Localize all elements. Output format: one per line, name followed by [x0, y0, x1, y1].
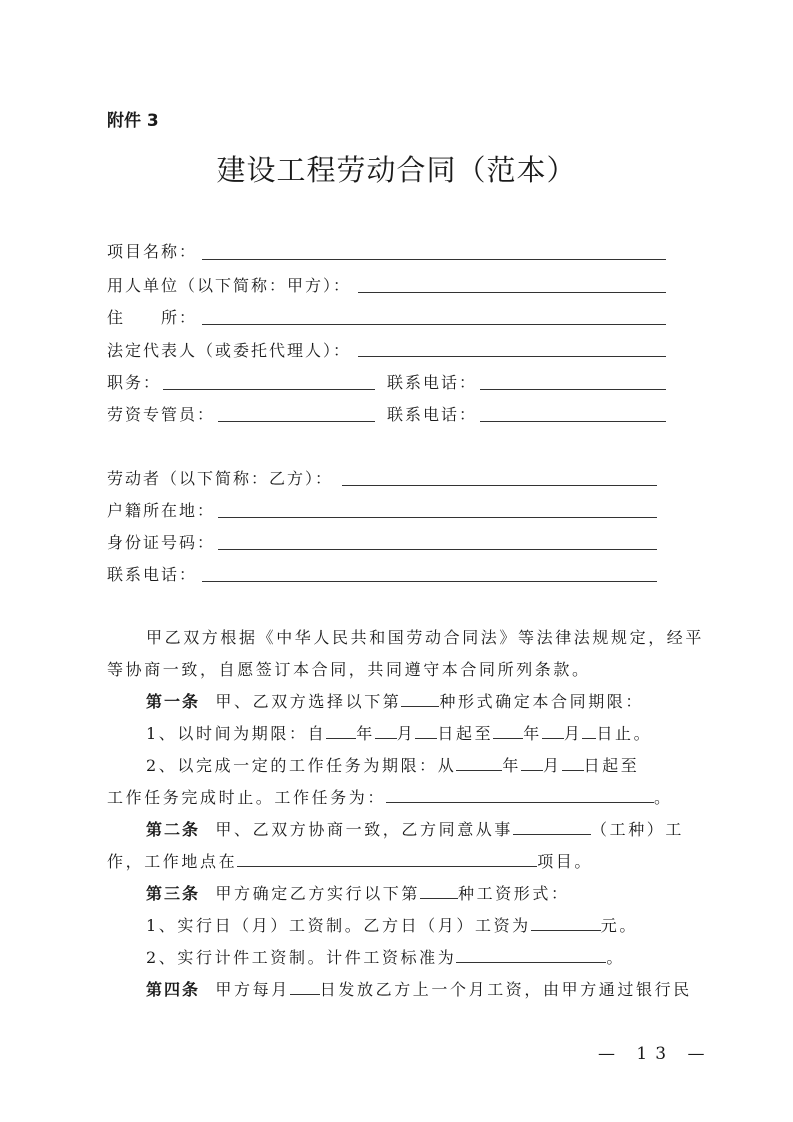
worker-field[interactable] [342, 485, 657, 486]
end-year-blank[interactable] [493, 724, 523, 739]
project-name-label: 项目名称： [107, 242, 198, 261]
address-label: 住 所： [107, 308, 198, 327]
attachment-label: 附件 3 [107, 111, 159, 131]
wage-form-blank[interactable] [420, 884, 458, 899]
article-2-text-a: 甲、乙双方协商一致，乙方同意从事 [215, 820, 513, 839]
article-2-title: 第二条 [146, 820, 201, 839]
phone-label-2: 联系电话： [387, 405, 478, 424]
task-from-text: 日起至 [583, 756, 640, 775]
start-year-blank[interactable] [326, 724, 356, 739]
employer-field[interactable] [358, 292, 666, 293]
period-text: 。 [654, 788, 673, 807]
month-text: 月 [563, 724, 583, 743]
worker-label: 劳动者（以下简称：乙方）： [107, 469, 334, 488]
month-text: 月 [396, 724, 416, 743]
period-text: 。 [606, 948, 625, 967]
id-number-label: 身份证号码： [107, 533, 216, 552]
legal-rep-label: 法定代表人（或委托代理人）： [107, 341, 352, 360]
phone-label-1: 联系电话： [387, 373, 478, 392]
task-field[interactable] [386, 788, 654, 803]
article-4-title: 第四条 [146, 980, 201, 999]
article-3-item-2 [146, 948, 625, 968]
month-text: 月 [543, 756, 562, 775]
article-3-text-a: 甲方确定乙方实行以下第 [215, 884, 420, 903]
article-3 [146, 884, 570, 904]
position-field[interactable] [163, 389, 375, 390]
end-day-blank[interactable] [582, 724, 596, 739]
article-2-line-2 [107, 852, 593, 872]
household-field[interactable] [218, 517, 657, 518]
labor-manager-field[interactable] [218, 421, 375, 422]
daily-wage-field[interactable] [531, 916, 601, 931]
document-title: 建设工程劳动合同（范本） [216, 153, 577, 187]
end-month-blank[interactable] [542, 724, 564, 739]
item-2-label: 2、以完成一定的工作任务为期限：从 [146, 756, 457, 775]
pay-day-blank[interactable] [290, 980, 320, 995]
article-1 [146, 692, 644, 712]
article-1-text-b: 种形式确定本合同期限： [439, 692, 645, 711]
task-month-blank[interactable] [521, 756, 543, 771]
item-1-label: 1、以时间为期限：自 [146, 724, 327, 743]
task-year-blank[interactable] [456, 756, 502, 771]
yuan-text: 元。 [600, 916, 638, 935]
article-1-item-2 [146, 756, 639, 776]
year-text: 年 [502, 756, 521, 775]
employer-label: 用人单位（以下简称：甲方）： [107, 276, 352, 295]
term-form-blank[interactable] [401, 692, 439, 707]
year-text: 年 [356, 724, 375, 743]
article-4-text-b: 日发放乙方上一个月工资，由甲方通过银行民 [319, 980, 692, 999]
article-1-item-1 [146, 724, 652, 744]
page-number: — 13 — [598, 1044, 713, 1064]
article-3-text-b: 种工资形式： [458, 884, 570, 903]
daily-wage-label: 1、实行日（月）工资制。乙方日（月）工资为 [146, 916, 531, 935]
article-3-title: 第三条 [146, 884, 201, 903]
start-month-blank[interactable] [375, 724, 397, 739]
piece-wage-field[interactable] [456, 948, 606, 963]
article-2-text-b: （工种）工 [591, 820, 685, 839]
project-suffix: 项目。 [537, 852, 594, 871]
day-end-text: 日止。 [596, 724, 653, 743]
workplace-field[interactable] [237, 852, 537, 867]
article-3-item-1 [146, 916, 638, 936]
day-from-text: 日起至 [437, 724, 494, 743]
article-1-title: 第一条 [146, 692, 201, 711]
article-4 [146, 980, 692, 1000]
labor-manager-label: 劳资专管员： [107, 405, 216, 424]
task-label: 工作任务完成时止。工作任务为： [107, 788, 387, 807]
worker-phone-field[interactable] [202, 581, 657, 582]
article-1-item-2-line-2 [107, 788, 673, 808]
piece-wage-label: 2、实行计件工资制。计件工资标准为 [146, 948, 457, 967]
job-type-blank[interactable] [513, 820, 591, 835]
year-text: 年 [523, 724, 542, 743]
phone-field-2[interactable] [480, 421, 666, 422]
project-name-field[interactable] [202, 259, 666, 260]
start-day-blank[interactable] [415, 724, 437, 739]
workplace-label: 作，工作地点在 [107, 852, 238, 871]
intro-line-1: 甲乙双方根据《中华人民共和国劳动合同法》等法律法规规定，经平 [146, 628, 705, 647]
article-1-text-a: 甲、乙双方选择以下第 [215, 692, 402, 711]
position-label: 职务： [107, 373, 162, 392]
id-number-field[interactable] [218, 549, 657, 550]
household-label: 户籍所在地： [107, 501, 216, 520]
task-day-blank[interactable] [562, 756, 584, 771]
legal-rep-field[interactable] [358, 356, 666, 357]
address-field[interactable] [202, 324, 666, 325]
intro-line-2: 等协商一致，自愿签订本合同，共同遵守本合同所列条款。 [107, 660, 591, 679]
phone-field-1[interactable] [480, 389, 666, 390]
article-2 [146, 820, 684, 840]
worker-phone-label: 联系电话： [107, 565, 198, 584]
article-4-text-a: 甲方每月 [215, 980, 290, 999]
